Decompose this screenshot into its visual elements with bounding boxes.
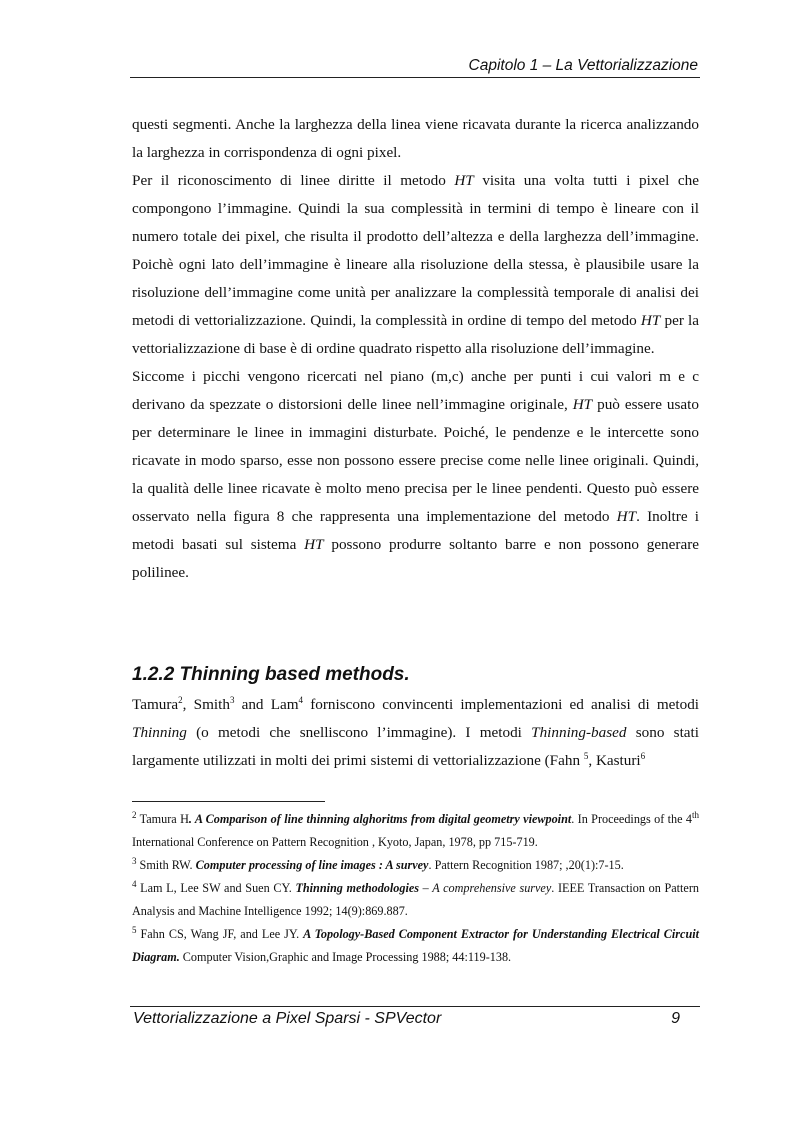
section-heading: 1.2.2 Thinning based methods. [132,664,410,685]
footnote-2: $^2$ Tamura H. A Comparison of line thinning alghoritms from digital geometry viewpoint. In Proceedings of the 4th International Conference on Pattern Recognition , Kyoto, Japan, 1978, pp 715-719. [132,809,700,849]
footnote-5: $^5$ Fahn CS, Wang JF, and Lee JY. A Topology-Based Component Extractor for Understanding Electrical Circuit Diagram. Computer Vision,Graphic and Image Processing 1988; 44:119-138. [132,924,700,964]
paragraph-2: Per il riconoscimento di linee diritte il metodo HT visita una volta tutti i pixel che compongono l’immagine. Quindi la sua complessità in termini di tempo è lineare con il numero totale dei pixel, che risulta il prodotto dell’altezza e della larghezza dell’immagine. Poichè ogni lato dell’immagine è lineare alla risoluzione della stessa, è plausibile usare la risoluzione dell’immagine come unità per analizzare la complessità temporale di analisi dei metodi di vettorializzazione. Quindi, la complessità in ordine di tempo del metodo HT per la vettorializzazione di base è di ordine quadrato rispetto alla risoluzione dell’immagine. [132,172,700,357]
footnote-ref[interactable]: 3 [229,694,235,705]
footnotes [132,808,699,969]
footer-rule [130,1006,700,1007]
running-header: Capitolo 1 – La Vettorializzazione [468,57,698,74]
page-number: 9 [671,1010,680,1027]
paragraph-1: questi segmenti. Anche la larghezza della linea viene ricavata durante la ricerca analizzando la larghezza in corrispondenza di ogni pixel. [132,116,699,161]
paragraph-3: Siccome i picchi vengono ricercati nel piano (m,c) anche per punti i cui valori m e c derivano da spezzate o distorsioni delle linee nell’immagine originale, HT può essere usato per determinare le linee in immagini disturbate. Poiché, le pendenze e le intercette sono ricavate in modo sparso, esse non possono essere precise come nelle linee originali. Quindi, la qualità delle linee ricavate è molto meno precisa per le linee pendenti. Questo può essere osservato nella figura 8 che rappresenta una implementazione del metodo HT. Inoltre i metodi basati sul sistema HT possono produrre soltanto barre e non possono generare polilinee. [132,368,700,581]
body-text [132,111,699,587]
footnote-3: $^3$ Smith RW. Computer processing of line images : A survey. Pattern Recognition 1987; ,20(1):7-15. [132,855,624,872]
footnote-4: $^4$ Lam L, Lee SW and Suen CY. Thinning methodologies – A comprehensive survey. IEEE Transaction on Pattern Analysis and Machine Intelligence 1992; 14(9):869.887. [132,878,699,918]
section-paragraph: Tamura$^2$, Smith$^3$ and Lam$^4$ forniscono convincenti implementazioni ed analisi di metodi Thinning (o metodi che snelliscono l’immagine). I metodi Thinning-based sono stati largamente utilizzati in molti dei primi sistemi di vettorializzazione (Fahn $^5$, Kasturi$^6$ [132,694,700,769]
running-footer-title: Vettorializzazione a Pixel Sparsi - SPVector [133,1010,442,1027]
header-rule [130,77,700,78]
footnote-ref[interactable]: 5 [583,750,589,761]
footnote-ref[interactable]: 2 [178,694,183,705]
footnote-rule [132,801,325,802]
footnote-ref[interactable]: 6 [640,750,646,761]
footnote-ref[interactable]: 4 [298,694,304,705]
